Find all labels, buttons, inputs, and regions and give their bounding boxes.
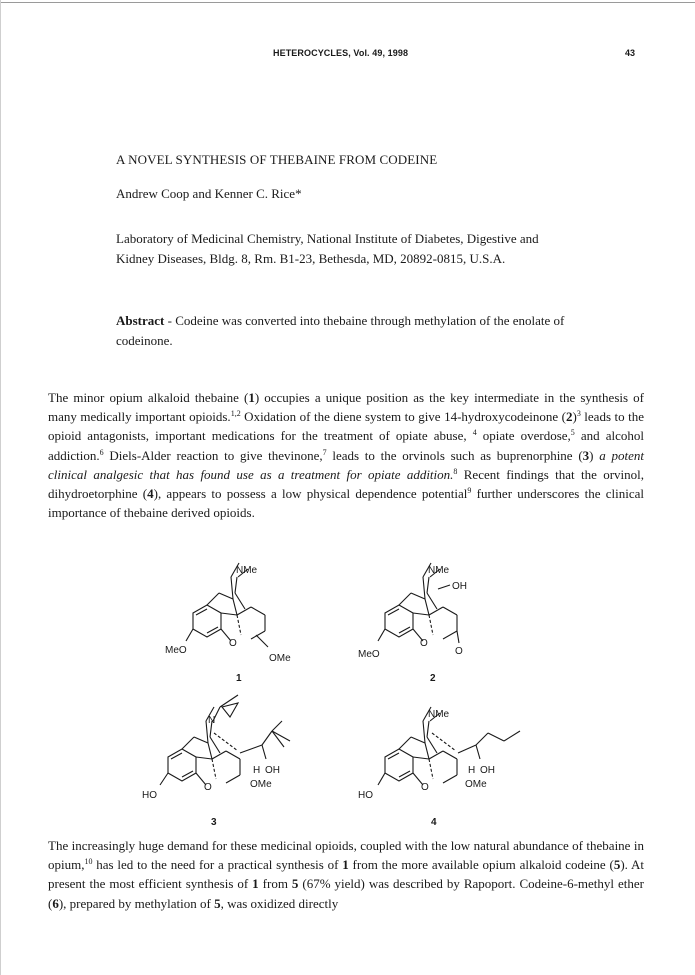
structure-2 [358,563,467,684]
compound-ref: 1 [342,857,349,873]
label-oh: OH [480,765,495,776]
compound-ref: 1 [252,876,259,892]
text: from the more available opium alkaloid codeine ( [348,857,614,873]
compound-number-2: 2 [430,673,436,684]
text: Diels-Alder reaction to give thevinone, [103,447,323,463]
abstract-text: - Codeine was converted into thebaine through methylation of the enolate of codeinone. [116,313,565,348]
compound-number-3: 3 [211,817,217,828]
citation: 9 [467,486,472,496]
label-oh: OH [265,765,280,776]
affiliation-line-1: Laboratory of Medicinal Chemistry, National Institute of Diabetes, Digestive and [116,231,539,246]
text: further underscores the clinical importance of thebaine derived opioids. [48,486,644,521]
abstract [116,311,586,351]
label-meo: MeO [165,645,187,656]
text: , was oxidized directly [220,895,339,911]
chemical-structures [0,545,695,835]
text: Oxidation of the diene system to give 14-hydroxycodeinone ( [240,409,566,425]
label-h: H [468,765,476,776]
text: leads to the opioid antagonists, important medications for the treatment of opiate abuse, [48,409,644,444]
compound-ref: 4 [147,486,154,502]
text: ), prepared by methylation of [58,895,215,911]
citation: 6 [99,447,104,457]
text: from [258,876,292,892]
text: ), appears to possess a low physical dependence potential [153,486,468,502]
compound-ref: 5 [613,857,621,873]
compound-ref: 3 [582,447,590,463]
citation: 7 [322,447,327,457]
text: has led to the need for a practical synthesis of [92,857,343,873]
text: ) occupies a unique position as the key intermediate in the synthesis of many medically important opioids. [48,390,644,425]
journal-citation: HETEROCYCLES, Vol. 49, 1998 [273,48,409,58]
authors: Andrew Coop and Kenner C. Rice* [116,186,302,201]
citation: 8 [453,466,458,476]
label-meo: MeO [358,649,380,660]
text: The minor opium alkaloid thebaine ( [48,390,249,405]
label-n: N [208,715,216,726]
label-ho: HO [142,790,157,801]
citation: 3 [576,409,581,419]
text: ) [589,447,600,463]
italic-text: a potent clinical analgesic that has found use as a treatment for opiate addition. [48,447,644,482]
label-nme: NMe [428,709,450,720]
article-title: A NOVEL SYNTHESIS OF THEBAINE FROM CODEINE [116,152,438,167]
compound-number-1: 1 [236,673,242,684]
text: (67% yield) was described by Rapoport. Codeine-6-methyl ether ( [48,876,644,911]
citation: 5 [570,428,575,438]
text: and alcohol addiction. [48,428,644,463]
compound-number-4: 4 [431,817,437,828]
label-o: O [420,638,428,649]
structures-figure [0,545,695,835]
label-o: O [421,782,429,793]
citation: 10 [84,857,93,867]
text: ). At present the most efficient synthesis of [48,857,644,892]
label-ome: OMe [269,653,291,664]
paragraph-demand [48,836,644,913]
citation: 1,2 [230,409,241,419]
compound-ref: 5 [214,895,221,911]
text: leads to the orvinols such as buprenorphine ( [326,447,583,463]
text: opiate overdose, [476,428,571,444]
label-o: O [229,638,237,649]
text: ) [572,409,577,425]
label-oh: OH [452,581,467,592]
text: The increasingly huge demand for these medicinal opioids, coupled with the low natural abundance of thebaine in opium, [48,838,644,873]
running-header [0,48,695,62]
label-o: O [204,782,212,793]
label-ketone-o: O [455,646,463,657]
paragraph-intro [48,388,644,522]
affiliation [116,229,616,269]
top-rule [0,2,695,3]
label-ome: OMe [465,779,487,790]
compound-ref: 5 [291,876,299,892]
structure-4 [358,707,520,828]
structure-3 [142,695,290,828]
compound-ref: 6 [52,895,59,911]
page-number: 43 [625,48,636,58]
compound-ref: 2 [565,409,573,425]
compound-ref: 1 [248,390,255,405]
label-ome: OMe [250,779,272,790]
structure-1 [165,563,291,684]
citation: 4 [472,428,477,438]
abstract-label: Abstract [116,313,165,328]
text: Recent findings that the orvinol, dihydroetorphine ( [48,466,644,502]
label-nme: NMe [236,565,258,576]
label-nme: NMe [428,565,450,576]
label-ho: HO [358,790,373,801]
affiliation-line-2: Kidney Diseases, Bldg. 8, Rm. B1-23, Bethesda, MD, 20892-0815, U.S.A. [116,251,506,266]
label-h: H [253,765,261,776]
